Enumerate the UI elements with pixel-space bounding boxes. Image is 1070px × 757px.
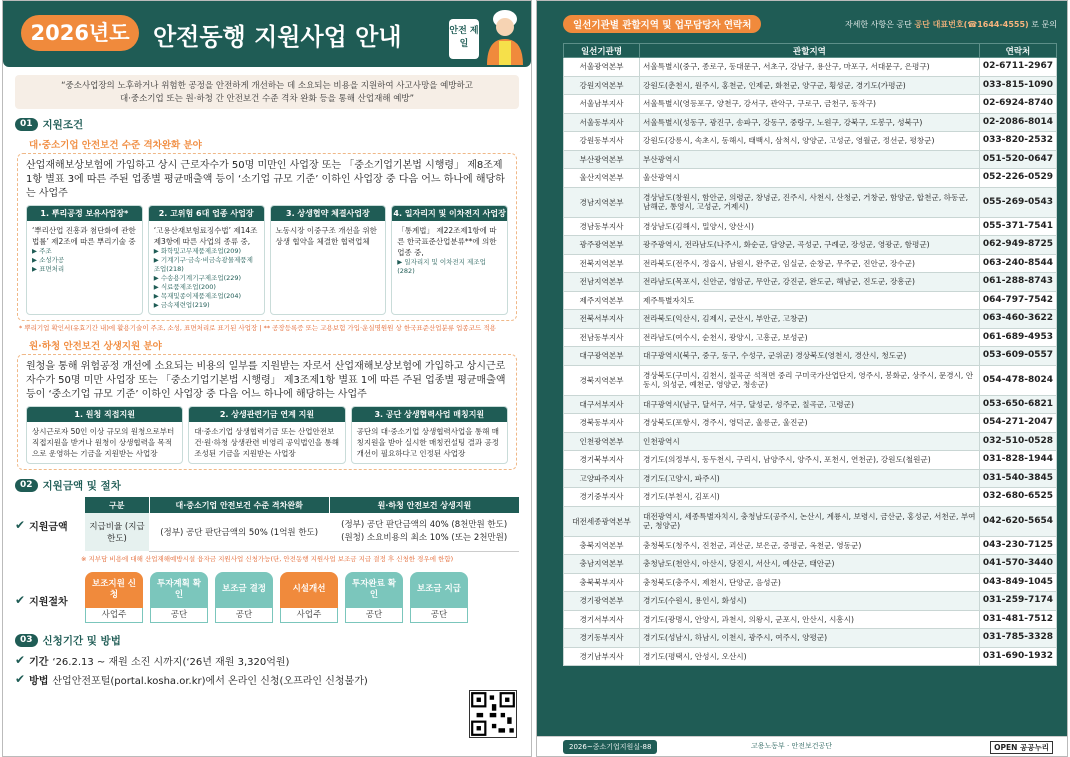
jurisdiction: 충청북도(청주시, 진천군, 괴산군, 보은군, 증평군, 옥천군, 영동군) — [640, 536, 980, 555]
phone-number: 062-949-8725 — [979, 236, 1056, 255]
office-name: 강원지역본부 — [564, 76, 640, 95]
jurisdiction: 강원도(춘천시, 원주시, 홍천군, 인제군, 화천군, 양구군, 횡성군, 경기도(가평군) — [640, 76, 980, 95]
card-text: ‘고용산재보험료징수법’ 제14조제3항에 따른 사업의 종류 중, — [153, 226, 258, 246]
office-name: 충남지역본부 — [564, 555, 640, 574]
card-header: 3. 상생협약 체결사업장 — [271, 206, 386, 221]
phone-number: 031-785-3328 — [979, 629, 1056, 648]
phone-number: 031-540-3845 — [979, 469, 1056, 488]
office-name: 서울광역본부 — [564, 58, 640, 77]
phone-number: 063-460-3622 — [979, 310, 1056, 329]
table-row — [564, 555, 1057, 574]
jurisdiction: 인천광역시 — [640, 432, 980, 451]
office-name: 울산지역본부 — [564, 169, 640, 188]
office-name: 부산광역본부 — [564, 150, 640, 169]
section-apply — [15, 633, 519, 687]
office-name: 고양파주지사 — [564, 469, 640, 488]
table-row — [564, 150, 1057, 169]
step-actor: 사업주 — [85, 608, 143, 623]
office-name: 경기북부지사 — [564, 451, 640, 470]
phone-number: 02-6924-8740 — [979, 95, 1056, 114]
table-row — [564, 395, 1057, 414]
table-row — [564, 347, 1057, 366]
contacts-table — [563, 43, 1057, 666]
procedure-label: 지원절차 — [29, 596, 68, 608]
phone-number: 031-690-1932 — [979, 647, 1056, 666]
condition-card — [148, 205, 265, 315]
phone-number: 061-288-8743 — [979, 273, 1056, 292]
phone-number: 055-269-0543 — [979, 187, 1056, 217]
jurisdiction: 강원도(강릉시, 속초시, 동해시, 태백시, 삼척시, 양양군, 고성군, 영월군, 정선군, 평창군) — [640, 132, 980, 151]
phone-number: 054-478-8024 — [979, 365, 1056, 395]
card-item: ▶ 수송용기계기구제조업(229) — [153, 274, 242, 282]
card-item: ▶ 소성가공 — [32, 256, 65, 264]
jurisdiction: 경기도(수원시, 용인시, 화성시) — [640, 592, 980, 611]
footnote: * 뿌리기업 확인서(유효기간 내)에 활용기술이 주조, 소성, 표면처리로 표기된 사업장 | ** 공장등록증 또는 고용보험 가입·운실명원원 상 한국표준산업분류 업종코드 적용 — [19, 324, 496, 332]
card-item: ▶ 목재및종이제품제조업(204) — [153, 292, 242, 300]
table-row — [564, 592, 1057, 611]
office-name: 인천광역본부 — [564, 432, 640, 451]
card-item: ▶ 금속제련업(219) — [153, 301, 210, 309]
section-title: 지원금액 및 절차 — [42, 480, 121, 492]
step-actor: 공단 — [215, 608, 273, 623]
table-header: 연락처 — [979, 44, 1056, 58]
phone-number: 051-520-0647 — [979, 150, 1056, 169]
page-code: 2026~중소기업지원실-88 — [563, 740, 657, 754]
jurisdiction: 전라북도(전주시, 정읍시, 남원시, 완주군, 임실군, 순창군, 무주군, 진안군, 장수군) — [640, 254, 980, 273]
procedure-step — [280, 572, 338, 623]
phone-number: 02-2086-8014 — [979, 113, 1056, 132]
card-item: ▶ 화학및고무제품제조업(209) — [153, 247, 242, 255]
phone-number: 031-481-7512 — [979, 610, 1056, 629]
phone-number: 053-650-6821 — [979, 395, 1056, 414]
condition-card — [391, 205, 508, 315]
step-actor: 공단 — [410, 608, 468, 623]
card-header: 4. 일자리지 및 이차전지 사업장 — [392, 206, 507, 221]
step-title: 보조금 결정 — [215, 572, 273, 608]
jurisdiction: 경상남도(창원시, 함안군, 의령군, 창녕군, 진주시, 사천시, 산청군, 거창군, 함양군, 합천군, 하동군, 남해군, 통영시, 고성군, 거제시) — [640, 187, 980, 217]
office-name: 경북지역본부 — [564, 365, 640, 395]
card-body — [149, 221, 264, 314]
jurisdiction: 충청남도(천안시, 아산시, 당진시, 서산시, 예산군, 태안군) — [640, 555, 980, 574]
table-row — [564, 169, 1057, 188]
period-label: 기간 — [29, 656, 49, 668]
condition-cards — [26, 205, 508, 315]
card-item: ▶ 기계기구·금속·비금속광물제품제조업(218) — [153, 256, 253, 273]
check-icon: ✔ — [15, 593, 26, 607]
jurisdiction: 광주광역시, 전라남도(나주시, 화순군, 담양군, 곡성군, 구례군, 장성군, 영광군, 함평군) — [640, 236, 980, 255]
office-name: 서울남부지사 — [564, 95, 640, 114]
amount-label: 지원금액 — [29, 521, 68, 533]
jurisdiction: 서울특별시(중구, 종로구, 동대문구, 서초구, 강남구, 용산구, 마포구, 서대문구, 은평구) — [640, 58, 980, 77]
jurisdiction: 대구광역시(북구, 중구, 동구, 수성구, 군위군) 경상북도(영천시, 경산시, 청도군) — [640, 347, 980, 366]
right-page — [536, 0, 1068, 757]
table-row — [564, 506, 1057, 536]
phone-number: 054-271-2047 — [979, 414, 1056, 433]
step-actor: 공단 — [345, 608, 403, 623]
office-name: 경북동부지사 — [564, 414, 640, 433]
table-cell: 지급비율 (지급한도) — [85, 513, 149, 551]
condition-card — [188, 406, 345, 464]
jurisdiction: 서울특별시(영등포구, 양천구, 강서구, 관악구, 구로구, 금천구, 동작구) — [640, 95, 980, 114]
check-icon: ✔ — [15, 653, 26, 667]
table-row — [564, 610, 1057, 629]
condition-card — [351, 406, 508, 464]
card-item: ▶ 주조 — [32, 247, 52, 255]
step-title: 투자완료 확인 — [345, 572, 403, 608]
table-row — [564, 58, 1057, 77]
office-name: 전북서부지사 — [564, 310, 640, 329]
method-value: 산업안전포털(portal.kosha.or.kr)에서 온라인 신청(오프라인 신청불가) — [52, 675, 368, 687]
phone-number: 052-226-0529 — [979, 169, 1056, 188]
contact-info: 자세한 사항은 공단 공단 대표번호(☎1644-4555) 로 문의 — [844, 20, 1057, 29]
card-header: 2. 고위험 6대 업종 사업장 — [149, 206, 264, 221]
office-name: 경기동부지사 — [564, 629, 640, 648]
phone-number: 063-240-8544 — [979, 254, 1056, 273]
table-row — [564, 536, 1057, 555]
office-name: 제주지역본부 — [564, 291, 640, 310]
phone-number: 061-689-4953 — [979, 328, 1056, 347]
office-name: 서울동부지사 — [564, 113, 640, 132]
subsection-title: 원·하청 안전보건 상생지원 분야 — [29, 341, 162, 352]
qr-code-icon[interactable] — [469, 690, 517, 738]
check-icon: ✔ — [15, 672, 26, 686]
conditions-box-2 — [17, 354, 517, 470]
table-row — [564, 365, 1057, 395]
table-row — [564, 95, 1057, 114]
office-name: 경남지역본부 — [564, 187, 640, 217]
card-item: ▶ 표면처리 — [32, 265, 65, 273]
table-row — [564, 273, 1057, 292]
office-name: 경남동부지사 — [564, 217, 640, 236]
phone-number: 043-230-7125 — [979, 536, 1056, 555]
card-body: 공단의 대·중소기업 상생협력사업을 통해 매칭지원을 받아 실시한 매칭컨설팅 결과 공정개선이 필요하다고 인정된 사업장 — [356, 427, 499, 458]
phone-number: 064-797-7542 — [979, 291, 1056, 310]
table-cell: (정부) 공단 판단금액의 40% (8천만원 한도) — [341, 519, 508, 530]
table-row — [564, 414, 1057, 433]
office-name: 대구서부지사 — [564, 395, 640, 414]
section-title: 지원조건 — [42, 119, 84, 131]
jurisdiction: 경기도(평택시, 안성시, 오산시) — [640, 647, 980, 666]
card-item: ▶ 일자리지 및 이차전지 제조업(282) — [397, 258, 486, 275]
office-name: 전북지역본부 — [564, 254, 640, 273]
check-icon: ✔ — [15, 518, 26, 533]
phone-number: 033-820-2532 — [979, 132, 1056, 151]
section-number: 02 — [15, 479, 38, 492]
office-name: 경기중부지사 — [564, 488, 640, 507]
jurisdiction: 대구광역시(남구, 달서구, 서구, 달성군, 성주군, 칠곡군, 고령군) — [640, 395, 980, 414]
jurisdiction: 전라남도(여수시, 순천시, 광양시, 고흥군, 보성군) — [640, 328, 980, 347]
table-row — [564, 113, 1057, 132]
section-number: 03 — [15, 634, 38, 647]
office-name: 전남지역본부 — [564, 273, 640, 292]
left-page — [2, 0, 532, 757]
table-row — [564, 573, 1057, 592]
hotline: 공단 대표번호(☎1644-4555) — [914, 20, 1029, 29]
step-title: 시설개선 — [280, 572, 338, 608]
table-header: 대·중소기업 안전보건 수준 격차완화 — [149, 497, 329, 513]
step-actor: 사업주 — [280, 608, 338, 623]
phone-number: 031-259-7174 — [979, 592, 1056, 611]
org-logo: 고용노동부 · 안전보건공단 — [751, 742, 833, 750]
phone-number: 055-371-7541 — [979, 217, 1056, 236]
jurisdiction: 경기도(의정부시, 동두천시, 구리시, 남양주시, 양주시, 포천시, 연천군), 강원도(철원군) — [640, 451, 980, 470]
table-header: 관할지역 — [640, 44, 980, 58]
jurisdiction: 경상북도(포항시, 경주시, 영덕군, 울릉군, 울진군) — [640, 414, 980, 433]
condition-card — [26, 205, 143, 315]
office-name: 전남동부지사 — [564, 328, 640, 347]
intro-text: “중소사업장의 노후하거나 위험한 공정을 안전하게 개선하는 데 소요되는 비용을 지원하여 사고사망을 예방하고 대·중소기업 또는 원·하청 간 안전보건 수준 격차 완화 등을 통해 산업재해 예방” — [15, 75, 519, 109]
table-row — [564, 217, 1057, 236]
table-row — [564, 432, 1057, 451]
step-title: 보조금 지급 — [410, 572, 468, 608]
jurisdiction: 경기도(부천시, 김포시) — [640, 488, 980, 507]
table-cell: (원청) 소요비용의 최소 10% (또는 2천만원) — [341, 532, 508, 543]
jurisdiction: 대전광역시, 세종특별자치시, 충청남도(공주시, 논산시, 계룡시, 보령시, 금산군, 홍성군, 서천군, 부여군, 청양군) — [640, 506, 980, 536]
conditions-paragraph: 원청을 통해 위험공정 개선에 소요되는 비용의 일부를 지원받는 자로서 산업재해보상보험에 가입하고 상시근로자수가 50명 미만 사업장 또는 「중소기업기본법 시행령」 제3조제1항 별표 1에 따른 주된 업종별 평균매출액등이 ‘중소기업 규모 기준’ 이하인 사업장 중 다음 어느 하나에 해당하는 사업주 — [26, 361, 506, 400]
phone-number: 053-609-0557 — [979, 347, 1056, 366]
table-row — [564, 132, 1057, 151]
card-body: 상시근로자 50인 이상 규모의 원청으로부터 직접지원을 받거나 원청이 상생협력을 목적으로 운영하는 기금을 지원받는 사업장 — [32, 427, 175, 458]
contacts-title: 일선기관별 관할지역 및 업무담당자 연락처 — [563, 15, 761, 33]
table-row — [564, 310, 1057, 329]
table-row — [564, 647, 1057, 666]
card-text: ‘뿌리산업 진흥과 첨단화에 관한 법률’ 제2조에 따른 뿌리기술 중 — [32, 226, 136, 246]
office-name: 대전세종광역본부 — [564, 506, 640, 536]
condition-cards — [26, 406, 508, 464]
card-body — [271, 221, 386, 251]
procedure-step — [345, 572, 403, 623]
section-conditions — [15, 117, 519, 470]
office-name: 광주광역본부 — [564, 236, 640, 255]
table-row — [564, 629, 1057, 648]
office-name: 대구광역본부 — [564, 347, 640, 366]
phone-number: 032-510-0528 — [979, 432, 1056, 451]
procedure-steps — [85, 572, 468, 623]
table-row — [564, 291, 1057, 310]
step-title: 투자계획 확인 — [150, 572, 208, 608]
subsection-title: 대·중소기업 안전보건 수준 격차완화 분야 — [29, 140, 202, 151]
office-name: 경기남부지사 — [564, 647, 640, 666]
safety-badge: 안전 제일 — [449, 19, 479, 59]
footnote: ※ 지부담 비용에 대해 산업재해예방시설 융자금 지원사업 신청가능(단, 안전동행 지원사업 보조금 지급 결정 후 신청한 경우에 한함) — [81, 554, 454, 563]
condition-card — [26, 406, 183, 464]
table-header: 원·하청 안전보건 상생지원 — [329, 497, 519, 513]
phone-number: 031-828-1944 — [979, 451, 1056, 470]
step-title: 보조지원 신청 — [85, 572, 143, 608]
table-header: 구분 — [85, 497, 149, 513]
phone-number: 02-6711-2967 — [979, 58, 1056, 77]
card-header: 1. 원청 직접지원 — [27, 407, 182, 422]
condition-card — [270, 205, 387, 315]
office-name: 강원동부지사 — [564, 132, 640, 151]
table-row — [564, 488, 1057, 507]
phone-number: 041-570-3440 — [979, 555, 1056, 574]
year-pill: 2026년도 — [21, 15, 139, 51]
jurisdiction: 충청북도(충주시, 제천시, 단양군, 음성군) — [640, 573, 980, 592]
jurisdiction: 경상북도(구미시, 김천시, 칠곡군 석적면 중리 구미국가산업단지, 영주시, 봉화군, 상주시, 문경시, 안동시, 의성군, 예천군, 영양군, 청송군) — [640, 365, 980, 395]
conditions-paragraph: 산업재해보상보험에 가입하고 상시 근로자수가 50명 미만인 사업장 또는 「중소기업기본법 시행령」 제8조제1항 별표 3에 따른 주된 업종별 평균매출액 등이 ‘소기업 규모 기준’ 이하인 사업장 중 다음 어느 하나에 해당하는 사업주 — [26, 160, 505, 199]
phone-number: 032-680-6525 — [979, 488, 1056, 507]
jurisdiction: 경기도(성남시, 하남시, 이천시, 광주시, 여주시, 양평군) — [640, 629, 980, 648]
jurisdiction: 전라남도(목포시, 신안군, 영암군, 무안군, 강진군, 완도군, 해남군, 진도군, 장흥군) — [640, 273, 980, 292]
table-row — [564, 328, 1057, 347]
card-body — [392, 221, 507, 280]
conditions-box-1 — [17, 153, 517, 321]
jurisdiction: 부산광역시 — [640, 150, 980, 169]
card-header: 1. 뿌리공정 보유사업장* — [27, 206, 142, 221]
jurisdiction: 제주특별자치도 — [640, 291, 980, 310]
left-header — [3, 1, 531, 67]
step-actor: 공단 — [150, 608, 208, 623]
table-header: 일선기관명 — [564, 44, 640, 58]
procedure-step — [85, 572, 143, 623]
table-row — [564, 187, 1057, 217]
table-row — [564, 236, 1057, 255]
card-text: 「통계법」 제22조제1항에 따른 한국표준산업분류**에 의한 업종 중, — [397, 226, 497, 257]
office-name: 경기광역본부 — [564, 592, 640, 611]
jurisdiction: 전라북도(익산시, 김제시, 군산시, 부안군, 고창군) — [640, 310, 980, 329]
section-title: 신청기간 및 방법 — [42, 634, 121, 647]
table-row — [564, 469, 1057, 488]
card-text: 노동시장 이중구조 개선을 위한 상생 협약을 체결한 협력업체 — [275, 226, 377, 246]
page-title: 안전동행 지원사업 안내 — [153, 23, 402, 51]
office-name: 충북북부지사 — [564, 573, 640, 592]
jurisdiction: 경기도(고양시, 파주시) — [640, 469, 980, 488]
jurisdiction: 경기도(광명시, 안양시, 과천시, 의왕시, 군포시, 안산시, 시흥시) — [640, 610, 980, 629]
table-row — [564, 254, 1057, 273]
phone-number: 033-815-1090 — [979, 76, 1056, 95]
jurisdiction: 경상남도(김해시, 밀양시, 양산시) — [640, 217, 980, 236]
right-footer — [537, 736, 1067, 756]
card-item: ▶ 식료품제조업(200) — [153, 283, 216, 291]
phone-number: 043-849-1045 — [979, 573, 1056, 592]
open-license-badge: OPEN 공공누리 — [990, 741, 1053, 754]
procedure-step — [410, 572, 468, 623]
amount-table — [85, 497, 519, 552]
card-header: 2. 상생관련기금 연계 지원 — [189, 407, 344, 422]
table-row — [564, 76, 1057, 95]
jurisdiction: 울산광역시 — [640, 169, 980, 188]
section-amount — [15, 478, 519, 623]
jurisdiction: 서울특별시(성동구, 광진구, 송파구, 강동구, 중랑구, 노원구, 강북구, 도봉구, 성북구) — [640, 113, 980, 132]
phone-number: 042-620-5654 — [979, 506, 1056, 536]
procedure-step — [150, 572, 208, 623]
worker-illustration-icon — [481, 5, 529, 65]
period-value: ‘26.2.13 ~ 재원 소진 시까지(‘26년 재원 3,320억원) — [52, 656, 290, 668]
office-name: 경기서부지사 — [564, 610, 640, 629]
card-header: 3. 공단 상생협력사업 매칭지원 — [352, 407, 507, 422]
procedure-step — [215, 572, 273, 623]
table-row — [564, 451, 1057, 470]
office-name: 충북지역본부 — [564, 536, 640, 555]
section-number: 01 — [15, 118, 38, 131]
method-label: 방법 — [29, 675, 49, 687]
card-body: 대·중소기업 상생협력기금 또는 산업안전보건·원·하청 상생관련 비영리 공익법인을 통해 조성된 기금을 지원받는 사업장 — [194, 427, 340, 458]
card-body — [27, 221, 142, 278]
table-cell: (정부) 공단 판단금액의 50% (1억원 한도) — [149, 513, 329, 551]
